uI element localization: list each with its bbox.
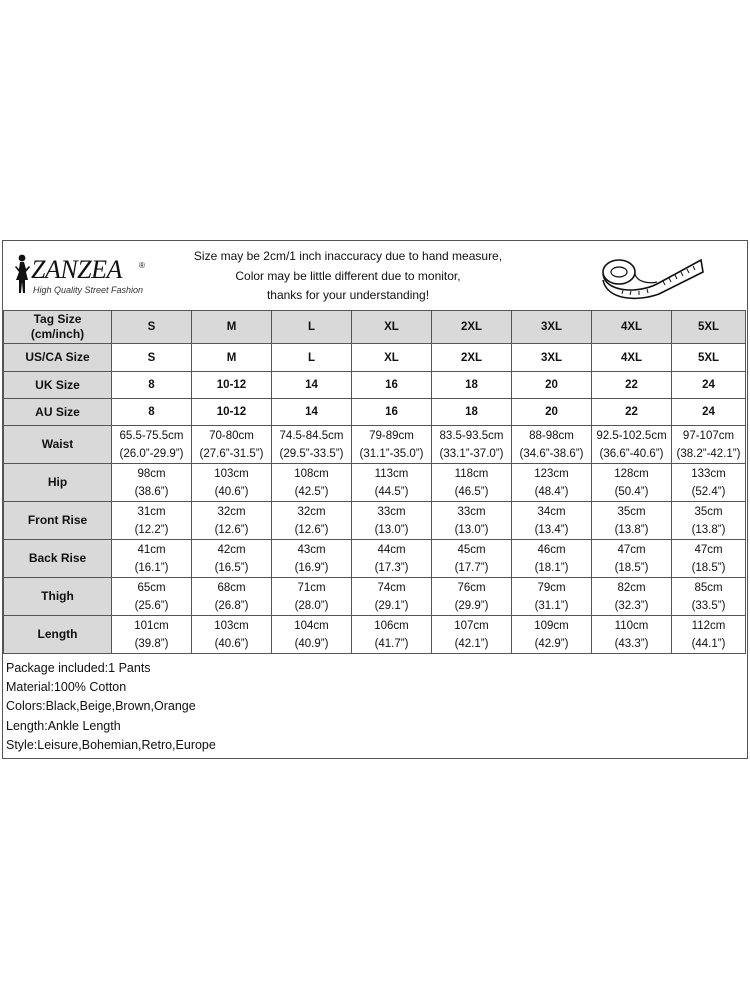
cell-text: (39.8”) (134, 637, 169, 650)
table-cell (592, 344, 672, 372)
table-cell (592, 399, 672, 426)
cell-text: 5XL (697, 351, 720, 364)
cell-text: 65cm (137, 581, 166, 594)
cell-text: 47cm (617, 543, 646, 556)
table-cell (192, 399, 272, 426)
table-cell (432, 399, 512, 426)
cell-text: (25.6”) (134, 599, 169, 612)
cell-text: 22 (625, 406, 638, 418)
cell-text: L (307, 351, 316, 364)
chart-header (3, 241, 747, 310)
table-cell (272, 311, 352, 344)
table-cell (672, 502, 746, 540)
table-cell (512, 578, 592, 616)
cell-text: M (226, 351, 237, 364)
cell-text: (18.5”) (614, 561, 649, 574)
table-cell (672, 578, 746, 616)
size-table (3, 310, 746, 654)
table-cell (272, 426, 352, 464)
table-cell (272, 372, 352, 399)
cell-text: 14 (305, 406, 318, 418)
row-label (4, 540, 112, 578)
table-cell (672, 616, 746, 654)
table-cell (272, 344, 352, 372)
cell-text: 98cm (137, 467, 166, 480)
cell-text: (13.4”) (534, 523, 569, 536)
cell-text: (12.6”) (294, 523, 329, 536)
table-cell (512, 344, 592, 372)
cell-text: (44.1”) (691, 637, 726, 650)
cell-text: (26.8”) (214, 599, 249, 612)
cell-text: 4XL (620, 321, 643, 333)
cell-text: 24 (702, 406, 715, 418)
table-cell (192, 372, 272, 399)
cell-text: (31.1”) (534, 599, 569, 612)
measurement-notice (183, 247, 513, 306)
cell-text: (44.5”) (374, 485, 409, 498)
cell-text: 133cm (691, 467, 726, 480)
cell-text: (50.4”) (614, 485, 649, 498)
cell-text: (18.5”) (691, 561, 726, 574)
cell-text: 79cm (537, 581, 566, 594)
cell-text: 3XL (540, 351, 563, 364)
cell-text: 43cm (297, 543, 326, 556)
table-cell (512, 502, 592, 540)
table-cell (112, 311, 192, 344)
row-label-text: (cm/inch) (30, 327, 85, 341)
registered-mark: ® (139, 261, 145, 270)
row-label (4, 311, 112, 344)
cell-text: (46.5”) (454, 485, 489, 498)
cell-text: 34cm (537, 505, 566, 518)
cell-text: 42cm (217, 543, 246, 556)
table-cell (352, 578, 432, 616)
table-cell (352, 540, 432, 578)
cell-text: (13.0”) (454, 523, 489, 536)
table-cell (592, 311, 672, 344)
cell-text: M (226, 321, 237, 333)
cell-text: 113cm (374, 467, 409, 480)
cell-text: (42.5”) (294, 485, 329, 498)
cell-text: 33cm (377, 505, 406, 518)
table-cell (592, 372, 672, 399)
table-cell (272, 502, 352, 540)
table-cell (432, 578, 512, 616)
table-row (4, 426, 746, 464)
cell-text: 2XL (460, 351, 483, 364)
row-label-text: US/CA Size (25, 350, 90, 364)
table-cell (192, 616, 272, 654)
cell-text: (42.9”) (534, 637, 569, 650)
table-cell (352, 426, 432, 464)
cell-text: 24 (702, 379, 715, 391)
table-cell (512, 540, 592, 578)
cell-text: 3XL (540, 321, 563, 333)
cell-text: 20 (545, 379, 558, 391)
cell-text: 32cm (217, 505, 246, 518)
table-cell (432, 372, 512, 399)
cell-text: 82cm (617, 581, 646, 594)
row-label (4, 578, 112, 616)
cell-text: (42.1”) (454, 637, 489, 650)
table-row (4, 344, 746, 372)
cell-text: 108cm (294, 467, 329, 480)
cell-text: 76cm (457, 581, 486, 594)
cell-text: 112cm (691, 619, 726, 632)
table-cell (592, 502, 672, 540)
cell-text: 118cm (454, 467, 489, 480)
cell-text: (12.2”) (134, 523, 169, 536)
cell-text: (38.6”) (134, 485, 169, 498)
table-cell (592, 464, 672, 502)
row-label (4, 399, 112, 426)
table-cell (112, 372, 192, 399)
table-cell (432, 464, 512, 502)
table-cell (112, 464, 192, 502)
detail-length: Length:Ankle Length (6, 718, 121, 733)
table-cell (672, 426, 746, 464)
row-label-text: Back Rise (28, 551, 87, 565)
cell-text: 18 (465, 379, 478, 391)
cell-text: 4XL (620, 351, 643, 364)
row-label-text: UK Size (35, 377, 80, 392)
table-cell (592, 540, 672, 578)
cell-text: 8 (148, 406, 155, 418)
cell-text: (38.2”-42.1”) (676, 447, 741, 460)
notice-line: thanks for your understanding! (266, 288, 430, 302)
detail-style: Style:Leisure,Bohemian,Retro,Europe (6, 737, 216, 752)
table-cell (352, 502, 432, 540)
cell-text: 14 (305, 379, 318, 391)
cell-text: 46cm (537, 543, 566, 556)
cell-text: 88-98cm (529, 429, 574, 442)
cell-text: (40.6”) (214, 485, 249, 498)
row-label (4, 502, 112, 540)
cell-text: (40.9”) (294, 637, 329, 650)
table-cell (112, 616, 192, 654)
brand-tagline: High Quality Street Fashion (33, 285, 144, 295)
product-details (6, 659, 216, 755)
table-cell (272, 578, 352, 616)
cell-text: (36.6”-40.6”) (599, 447, 664, 460)
cell-text: (13.0”) (374, 523, 409, 536)
cell-text: 5XL (697, 321, 720, 333)
cell-text: 44cm (377, 543, 406, 556)
table-cell (352, 372, 432, 399)
cell-text: 71cm (297, 581, 326, 594)
cell-text: 128cm (614, 467, 649, 480)
table-cell (352, 399, 432, 426)
cell-text: 101cm (134, 619, 169, 632)
table-cell (112, 344, 192, 372)
notice-line: Color may be little different due to monitor, (235, 268, 461, 283)
table-cell (512, 464, 592, 502)
table-cell (672, 540, 746, 578)
cell-text: (33.5”) (691, 599, 726, 612)
cell-text: (28.0”) (294, 599, 329, 612)
cell-text: 123cm (534, 467, 569, 480)
table-cell (112, 578, 192, 616)
table-cell (592, 426, 672, 464)
cell-text: (32.3”) (614, 599, 649, 612)
cell-text: 74.5-84.5cm (279, 429, 344, 442)
cell-text: 104cm (294, 619, 329, 632)
table-cell (112, 540, 192, 578)
detail-colors: Colors:Black,Beige,Brown,Orange (6, 699, 196, 714)
cell-text: (40.6”) (214, 637, 249, 650)
cell-text: (17.3”) (374, 561, 409, 574)
cell-text: 70-80cm (209, 429, 254, 442)
table-cell (352, 464, 432, 502)
row-label-text: Front Rise (27, 513, 88, 527)
table-cell (192, 344, 272, 372)
cell-text: XL (384, 321, 399, 333)
table-cell (432, 616, 512, 654)
cell-text: (43.3”) (614, 637, 649, 650)
table-cell (592, 578, 672, 616)
table-cell (352, 616, 432, 654)
table-cell (272, 540, 352, 578)
cell-text: (13.8”) (691, 523, 726, 536)
cell-text: 31cm (137, 505, 166, 518)
brand-name: ZANZEA (31, 255, 122, 284)
cell-text: 22 (625, 379, 638, 391)
cell-text: 97-107cm (682, 429, 735, 442)
cell-text: 79-89cm (369, 429, 414, 442)
cell-text: 16 (385, 379, 398, 391)
cell-text: 110cm (614, 619, 649, 632)
cell-text: (16.1”) (134, 561, 169, 574)
measuring-tape-icon (597, 250, 707, 302)
table-row (4, 578, 746, 616)
table-cell (672, 464, 746, 502)
cell-text: 18 (465, 406, 478, 418)
cell-text: S (147, 321, 156, 333)
table-cell (512, 426, 592, 464)
cell-text: (48.4”) (534, 485, 569, 498)
cell-text: 10-12 (216, 379, 247, 391)
table-cell (432, 540, 512, 578)
cell-text: 47cm (694, 543, 723, 556)
cell-text: 74cm (377, 581, 406, 594)
cell-text: (18.1”) (534, 561, 569, 574)
table-cell (512, 311, 592, 344)
table-cell (432, 426, 512, 464)
cell-text: 32cm (297, 505, 326, 518)
table-row (4, 616, 746, 654)
cell-text: (52.4”) (691, 485, 726, 498)
table-row (4, 540, 746, 578)
cell-text: 85cm (694, 581, 723, 594)
cell-text: 68cm (217, 581, 246, 594)
cell-text: 33cm (457, 505, 486, 518)
table-cell (592, 616, 672, 654)
cell-text: 16 (385, 406, 398, 418)
row-label-text: Length (37, 627, 78, 641)
row-label (4, 616, 112, 654)
table-row (4, 311, 746, 344)
cell-text: (17.7”) (454, 561, 489, 574)
table-cell (512, 616, 592, 654)
cell-text: (31.1”-35.0”) (359, 447, 424, 460)
row-label-text: Thigh (41, 589, 74, 603)
cell-text: (41.7”) (374, 637, 409, 650)
cell-text: 2XL (460, 321, 483, 333)
table-cell (112, 502, 192, 540)
cell-text: (34.6”-38.6”) (519, 447, 584, 460)
table-cell (672, 372, 746, 399)
table-cell (432, 502, 512, 540)
cell-text: (16.9”) (294, 561, 329, 574)
table-cell (112, 399, 192, 426)
row-label-text: AU Size (35, 404, 80, 419)
table-cell (192, 464, 272, 502)
table-cell (432, 311, 512, 344)
cell-text: (29.5”-33.5”) (279, 447, 344, 460)
table-row (4, 464, 746, 502)
cell-text: 107cm (454, 619, 489, 632)
table-cell (352, 311, 432, 344)
cell-text: 92.5-102.5cm (596, 429, 667, 442)
cell-text: 103cm (214, 467, 249, 480)
cell-text: 65.5-75.5cm (119, 429, 184, 442)
cell-text: 109cm (534, 619, 569, 632)
row-label-text: Waist (41, 437, 74, 451)
table-cell (672, 344, 746, 372)
cell-text: 35cm (617, 505, 646, 518)
table-cell (432, 344, 512, 372)
detail-package: Package included:1 Pants (6, 661, 151, 675)
cell-text: (13.8”) (614, 523, 649, 536)
cell-text: 8 (148, 379, 155, 391)
table-cell (672, 399, 746, 426)
table-cell (272, 464, 352, 502)
brand-logo (11, 251, 161, 301)
cell-text: S (147, 351, 156, 364)
row-label (4, 464, 112, 502)
table-cell (272, 399, 352, 426)
cell-text: (33.1”-37.0”) (439, 447, 504, 460)
table-cell (192, 578, 272, 616)
table-cell (512, 399, 592, 426)
table-cell (272, 616, 352, 654)
cell-text: (29.9”) (454, 599, 489, 612)
cell-text: 20 (545, 406, 558, 418)
table-cell (192, 311, 272, 344)
cell-text: 45cm (457, 543, 486, 556)
row-label-text: Hip (47, 475, 68, 489)
table-row (4, 502, 746, 540)
detail-material: Material:100% Cotton (6, 680, 127, 695)
table-cell (352, 344, 432, 372)
row-label (4, 344, 112, 372)
cell-text: 83.5-93.5cm (439, 429, 504, 442)
table-cell (512, 372, 592, 399)
cell-text: 10-12 (216, 406, 247, 418)
table-cell (112, 426, 192, 464)
row-label (4, 426, 112, 464)
cell-text: 41cm (137, 543, 166, 556)
size-chart (2, 240, 748, 759)
cell-text: (27.6”-31.5”) (199, 447, 264, 460)
table-cell (192, 502, 272, 540)
cell-text: XL (384, 351, 399, 364)
table-row (4, 399, 746, 426)
cell-text: L (307, 321, 316, 333)
table-row (4, 372, 746, 399)
cell-text: (29.1”) (374, 599, 409, 612)
table-cell (672, 311, 746, 344)
table-cell (192, 426, 272, 464)
table-cell (192, 540, 272, 578)
cell-text: 106cm (374, 619, 409, 632)
cell-text: (12.6”) (214, 523, 249, 536)
cell-text: (16.5”) (214, 561, 249, 574)
cell-text: (26.0”-29.9”) (119, 447, 184, 460)
row-label-text: Tag Size (33, 312, 82, 326)
row-label (4, 372, 112, 399)
cell-text: 103cm (214, 619, 249, 632)
woman-silhouette-icon (11, 253, 33, 297)
cell-text: 35cm (694, 505, 723, 518)
notice-line: Size may be 2cm/1 inch inaccuracy due to hand measure, (193, 249, 503, 263)
